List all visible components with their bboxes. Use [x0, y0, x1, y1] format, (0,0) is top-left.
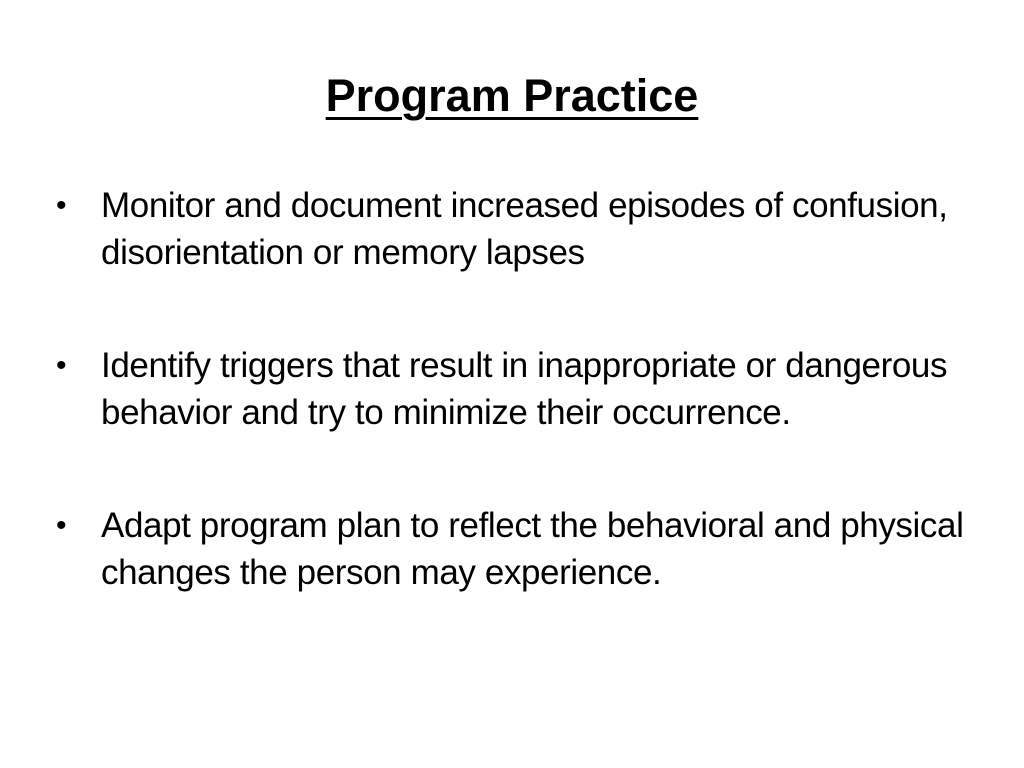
bullet-item: [56, 342, 976, 436]
bullet-icon: •: [56, 509, 67, 542]
bullet-list: [56, 182, 976, 596]
bullet-item: [56, 182, 976, 276]
bullet-item: [56, 502, 976, 596]
slide-title: Program Practice: [325, 70, 699, 121]
bullet-icon: •: [56, 189, 67, 222]
bullet-text: Monitor and document increased episodes of confusion, disorientation or memory lapses: [101, 186, 948, 272]
bullet-icon: •: [56, 349, 67, 382]
bullet-text: Adapt program plan to reflect the behavioral and physical changes the person may experience.: [101, 506, 964, 592]
bullet-text: Identify triggers that result in inappropriate or dangerous behavior and try to minimize their occurrence.: [101, 346, 948, 432]
